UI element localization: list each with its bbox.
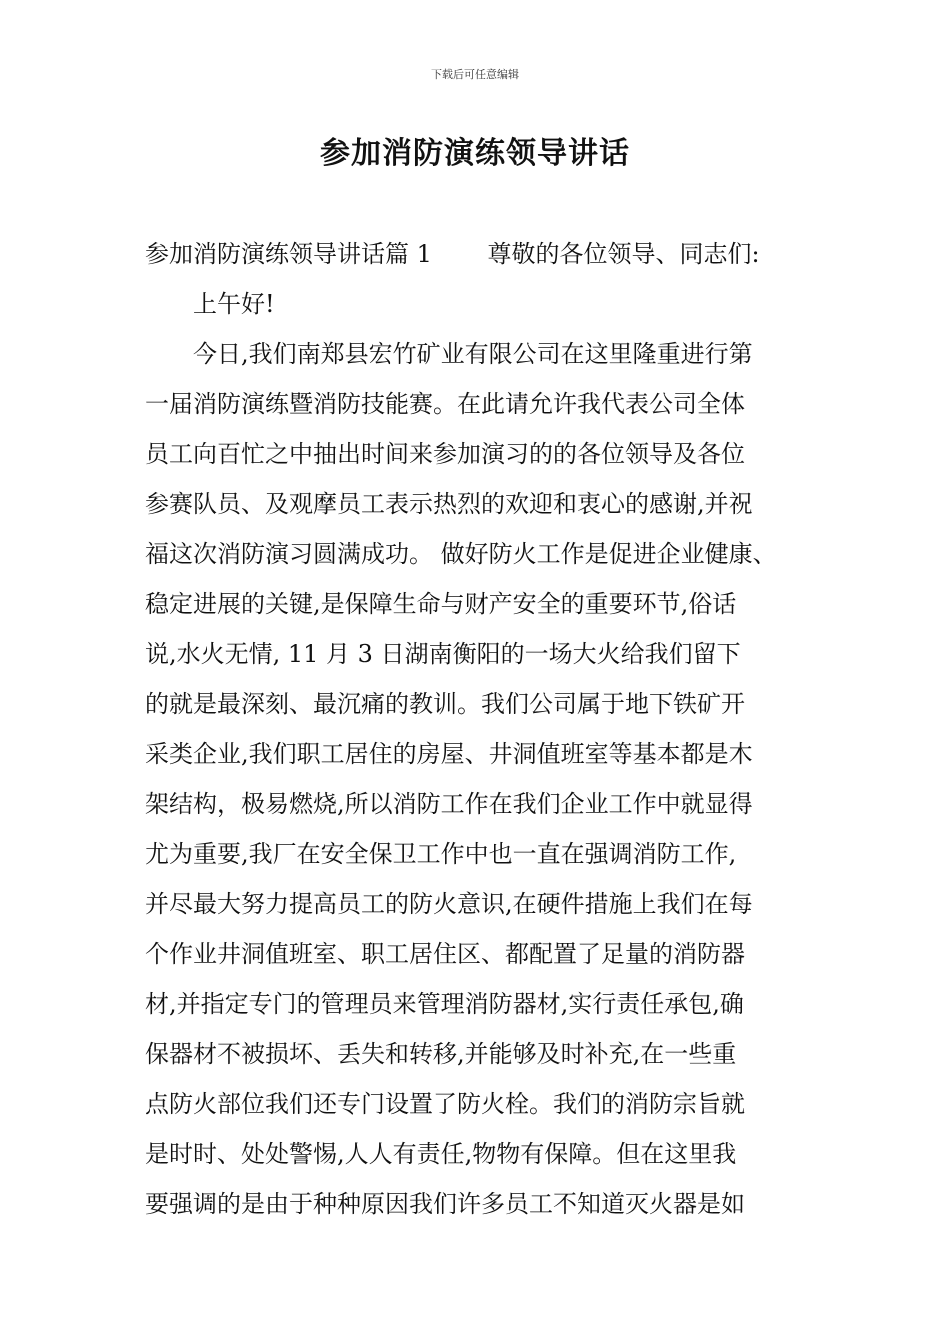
body-line: 个作业井洞值班室、职工居住区、都配置了足量的消防器 — [145, 940, 745, 968]
body-line: 并尽最大努力提高员工的防火意识,在硬件措施上我们在每 — [145, 890, 753, 918]
body-line: 员工向百忙之中抽出时间来参加演习的的各位领导及各位 — [145, 440, 745, 468]
body-line: 保器材不被损坏、丢失和转移,并能够及时补充,在一些重 — [145, 1040, 737, 1068]
body-line: 采类企业,我们职工居住的房屋、井洞值班室等基本都是木 — [145, 740, 753, 768]
document-body — [145, 229, 845, 1229]
body-line: 架结构，极易燃烧,所以消防工作在我们企业工作中就显得 — [145, 790, 753, 818]
body-line: 参赛队员、及观摩员工表示热烈的欢迎和衷心的感谢,并祝 — [145, 490, 753, 518]
body-line: 一届消防演练暨消防技能赛。在此请允许我代表公司全体 — [145, 390, 745, 418]
body-line: 参加消防演练领导讲话篇 1 尊敬的各位领导、同志们: — [145, 240, 760, 268]
body-line: 今日,我们南郑县宏竹矿业有限公司在这里隆重进行第 — [145, 340, 753, 368]
body-line: 福这次消防演习圆满成功。 做好防火工作是促进企业健康、 — [145, 540, 777, 568]
document-title: 参加消防演练领导讲话 — [320, 136, 630, 171]
body-line: 上午好! — [145, 290, 275, 318]
body-line: 尤为重要,我厂在安全保卫工作中也一直在强调消防工作, — [145, 840, 737, 868]
body-line: 点防火部位我们还专门设置了防火栓。我们的消防宗旨就 — [145, 1090, 745, 1118]
body-line: 要强调的是由于种种原因我们许多员工不知道灭火器是如 — [145, 1190, 745, 1218]
download-note: 下载后可任意编辑 — [431, 68, 519, 81]
body-line: 材,并指定专门的管理员来管理消防器材,实行责任承包,确 — [145, 990, 744, 1018]
body-line: 稳定进展的关键,是保障生命与财产安全的重要环节,俗话 — [145, 590, 737, 618]
body-line: 是时时、处处警惕,人人有责任,物物有保障。但在这里我 — [145, 1140, 737, 1168]
body-line: 说,水火无情, 11 月 3 日湖南衡阳的一场大火给我们留下 — [145, 640, 741, 668]
body-line: 的就是最深刻、最沉痛的教训。我们公司属于地下铁矿开 — [145, 690, 745, 718]
